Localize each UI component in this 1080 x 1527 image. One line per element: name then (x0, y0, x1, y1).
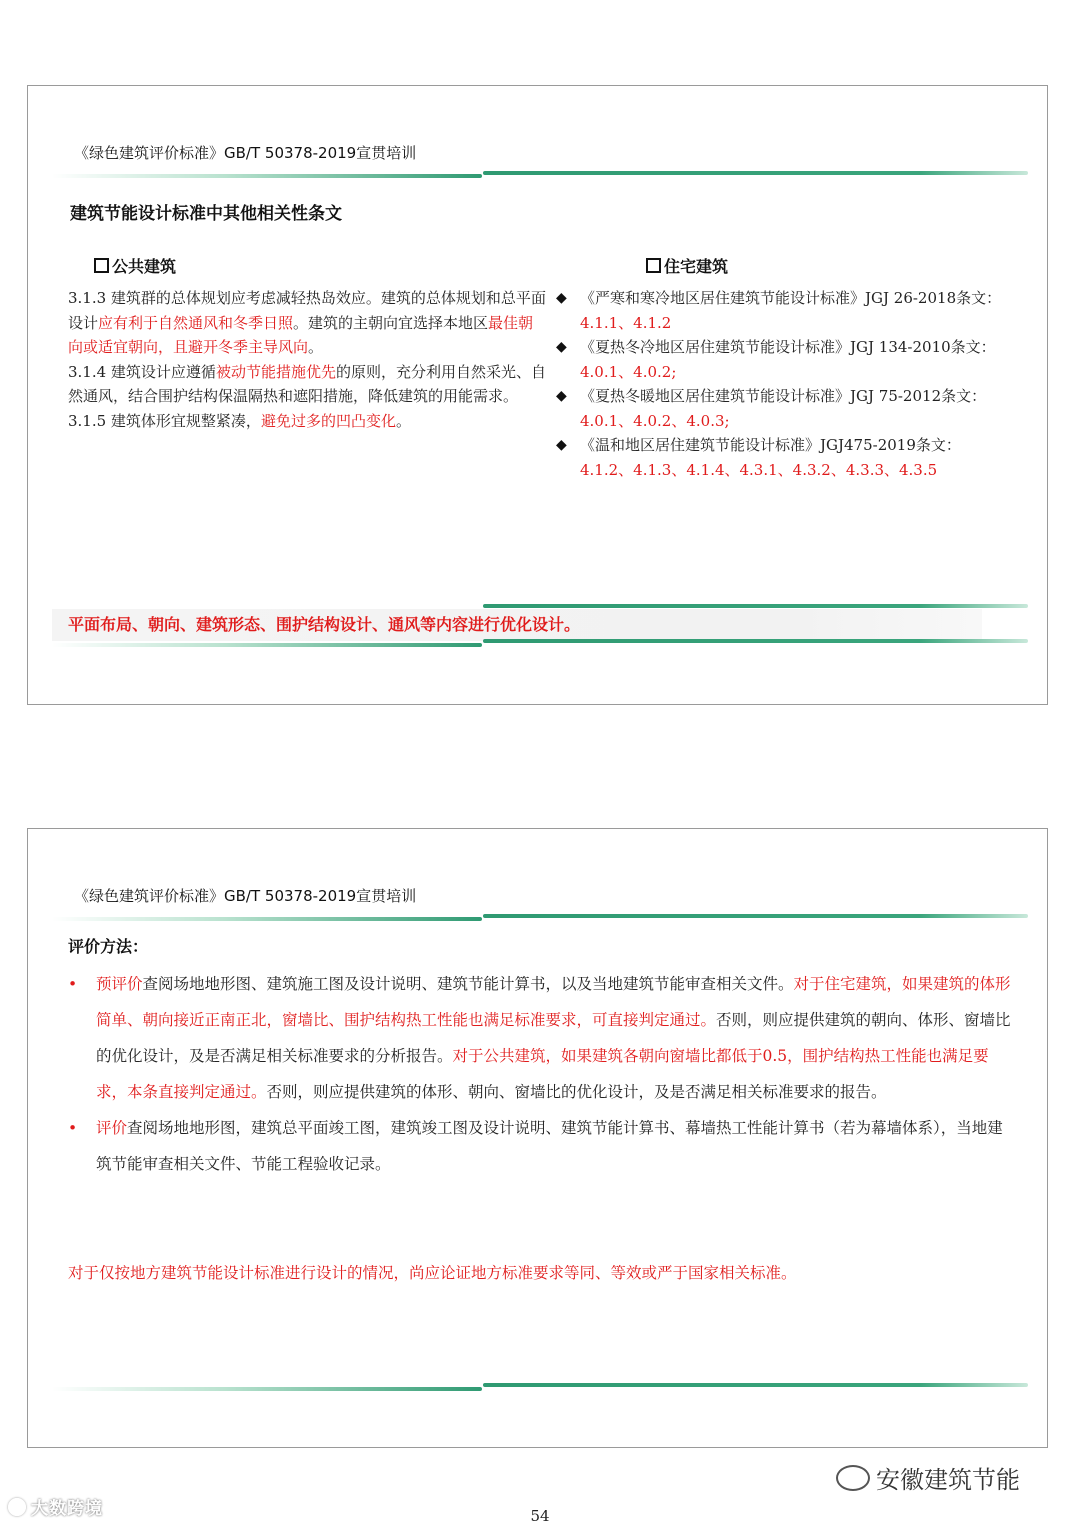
clause-segment: 3.1.5 建筑体形宜规整紧凑， (68, 411, 261, 430)
residential-building-label: 住宅建筑 (664, 257, 729, 276)
bullet-segment: 对于住宅建筑，如果建筑的体形简单、朝向接近正南正北，窗墙比、围护结构热工性能也满足标准要求，可直接判定通过。 (96, 975, 1011, 1029)
bullet-segment: 查阅场地地形图，建筑总平面竣工图，建筑竣工图及设计说明、建筑节能计算书、幕墙热工性能计算书（若为幕墙体系），当地建筑节能审查相关文件、节能工程验收记录。 (96, 1119, 1003, 1173)
residential-building-standards (556, 286, 1012, 482)
standard-clauses: 4.0.1、4.0.2; (580, 362, 677, 381)
standard-clauses: 4.1.1、4.1.2 (580, 313, 672, 332)
standard-item (556, 286, 1012, 335)
clause-segment: 被动节能措施优先 (215, 362, 336, 381)
evaluation-bullet (68, 1110, 1018, 1182)
clause-paragraph (68, 409, 548, 434)
clause-segment: 3.1.3 建筑群的总体规划应考虑减轻热岛效应。建筑的总体规划和总平面设计 (68, 289, 546, 332)
method-title: 评价方法： (68, 937, 149, 956)
diamond-bullet-icon: ◆ (556, 339, 567, 355)
bullet-segment: 否则，则应提供建筑的体形、朝向、窗墙比的优化设计，及是否满足相关标准要求的报告。 (266, 1083, 887, 1101)
standard-title: 《严寒和寒冷地区居住建筑节能设计标准》JGJ 26-2018条文： (580, 289, 1002, 307)
clause-segment: 应有利于自然通风和冬季日照 (98, 313, 294, 332)
bar-divider-right-bottom (483, 639, 1028, 643)
clause-segment: 的原则，充分利用自然采光、自然通风，结合围护结构保温隔热和遮阳措施，降低建筑的用能需求。 (68, 362, 546, 405)
page-number: 54 (530, 1507, 550, 1525)
diamond-bullet-icon: ◆ (556, 290, 567, 306)
public-building-heading (94, 254, 176, 277)
standard-item (556, 335, 1012, 384)
public-building-label: 公共建筑 (112, 257, 177, 276)
standard-title: 《夏热冬冷地区居住建筑节能设计标准》JGJ 134-2010条文： (580, 338, 996, 356)
standard-item (556, 433, 1012, 482)
residential-building-heading (646, 254, 728, 277)
bullet-segment: 预评价 (96, 975, 143, 993)
evaluation-bullets (68, 966, 1018, 1182)
bullet-segment: 评价 (96, 1119, 128, 1137)
clause-segment: 。建筑的主朝向宜选择本地区 (293, 313, 489, 332)
header-divider-right (483, 914, 1028, 918)
bullet-segment: 查阅场地地形图、建筑施工图及设计说明、建筑节能计算书，以及当地建筑节能审查相关文件。 (142, 975, 794, 993)
summary-bar (52, 609, 982, 641)
diamond-bullet-icon: ◆ (556, 437, 567, 453)
evaluation-bullet (68, 966, 1018, 1110)
watermark-right (836, 1460, 1020, 1495)
slide-2 (27, 828, 1048, 1448)
clause-segment: 。 (308, 338, 324, 356)
footer-divider-left (52, 1387, 482, 1391)
header-divider-left (52, 174, 482, 178)
slide-header: 《绿色建筑评价标准》GB/T 50378-2019宣贯培训 (74, 144, 417, 162)
standard-item (556, 384, 1012, 433)
bullet-text (68, 966, 1018, 1110)
wechat-icon (836, 1465, 870, 1491)
final-note: 对于仅按地方建筑节能设计标准进行设计的情况，尚应论证地方标准要求等同、等效或严于国家相关标准。 (68, 1264, 797, 1282)
bullet-segment: 对于公共建筑，如果建筑各朝向窗墙比都低于0.5，围护结构热工性能也满足要求，本条直接判定通过。 (96, 1047, 989, 1101)
public-building-clauses (68, 286, 548, 433)
header-divider-left (52, 917, 482, 921)
bar-divider-right (483, 604, 1028, 608)
standard-clauses: 4.1.2、4.1.3、4.1.4、4.3.1、4.3.2、4.3.3、4.3.5 (580, 460, 938, 479)
bullet-text (68, 1110, 1018, 1182)
slide-header: 《绿色建筑评价标准》GB/T 50378-2019宣贯培训 (74, 887, 417, 905)
clause-segment: 。 (395, 411, 411, 430)
summary-bar-text: 平面布局、朝向、建筑形态、围护结构设计、通风等内容进行优化设计。 (68, 615, 581, 634)
footer-divider-right (483, 1383, 1028, 1387)
standard-title: 《夏热冬暖地区居住建筑节能设计标准》JGJ 75-2012条文： (580, 387, 987, 405)
clause-paragraph (68, 286, 548, 360)
header-divider-right (483, 171, 1028, 175)
clause-segment: 最佳朝向或适宜朝向，且避开冬季主导风向 (68, 313, 534, 356)
clause-paragraph (68, 360, 548, 409)
checkbox-square-icon (94, 258, 109, 273)
watermark-left-text: 大数跨境 (31, 1499, 103, 1519)
diamond-bullet-icon: ◆ (556, 388, 567, 404)
slide-title: 建筑节能设计标准中其他相关性条文 (70, 204, 342, 224)
slide-1 (27, 85, 1048, 705)
bullet-dot-icon: • (68, 975, 78, 993)
standard-title: 《温和地区居住建筑节能设计标准》JGJ475-2019条文： (580, 436, 961, 454)
checkbox-square-icon (646, 258, 661, 273)
clause-segment: 避免过多的凹凸变化 (260, 411, 396, 430)
bullet-segment: 否则，则应提供建筑的朝向、体形、窗墙比的优化设计，及是否满足相关标准要求的分析报告。 (96, 1011, 1011, 1065)
clause-segment: 3.1.4 建筑设计应遵循 (68, 362, 216, 381)
bar-divider-left (52, 643, 482, 647)
standard-clauses: 4.0.1、4.0.2、4.0.3; (580, 411, 730, 430)
watermark-right-text: 安徽建筑节能 (876, 1466, 1020, 1494)
bullet-dot-icon: • (68, 1119, 78, 1137)
